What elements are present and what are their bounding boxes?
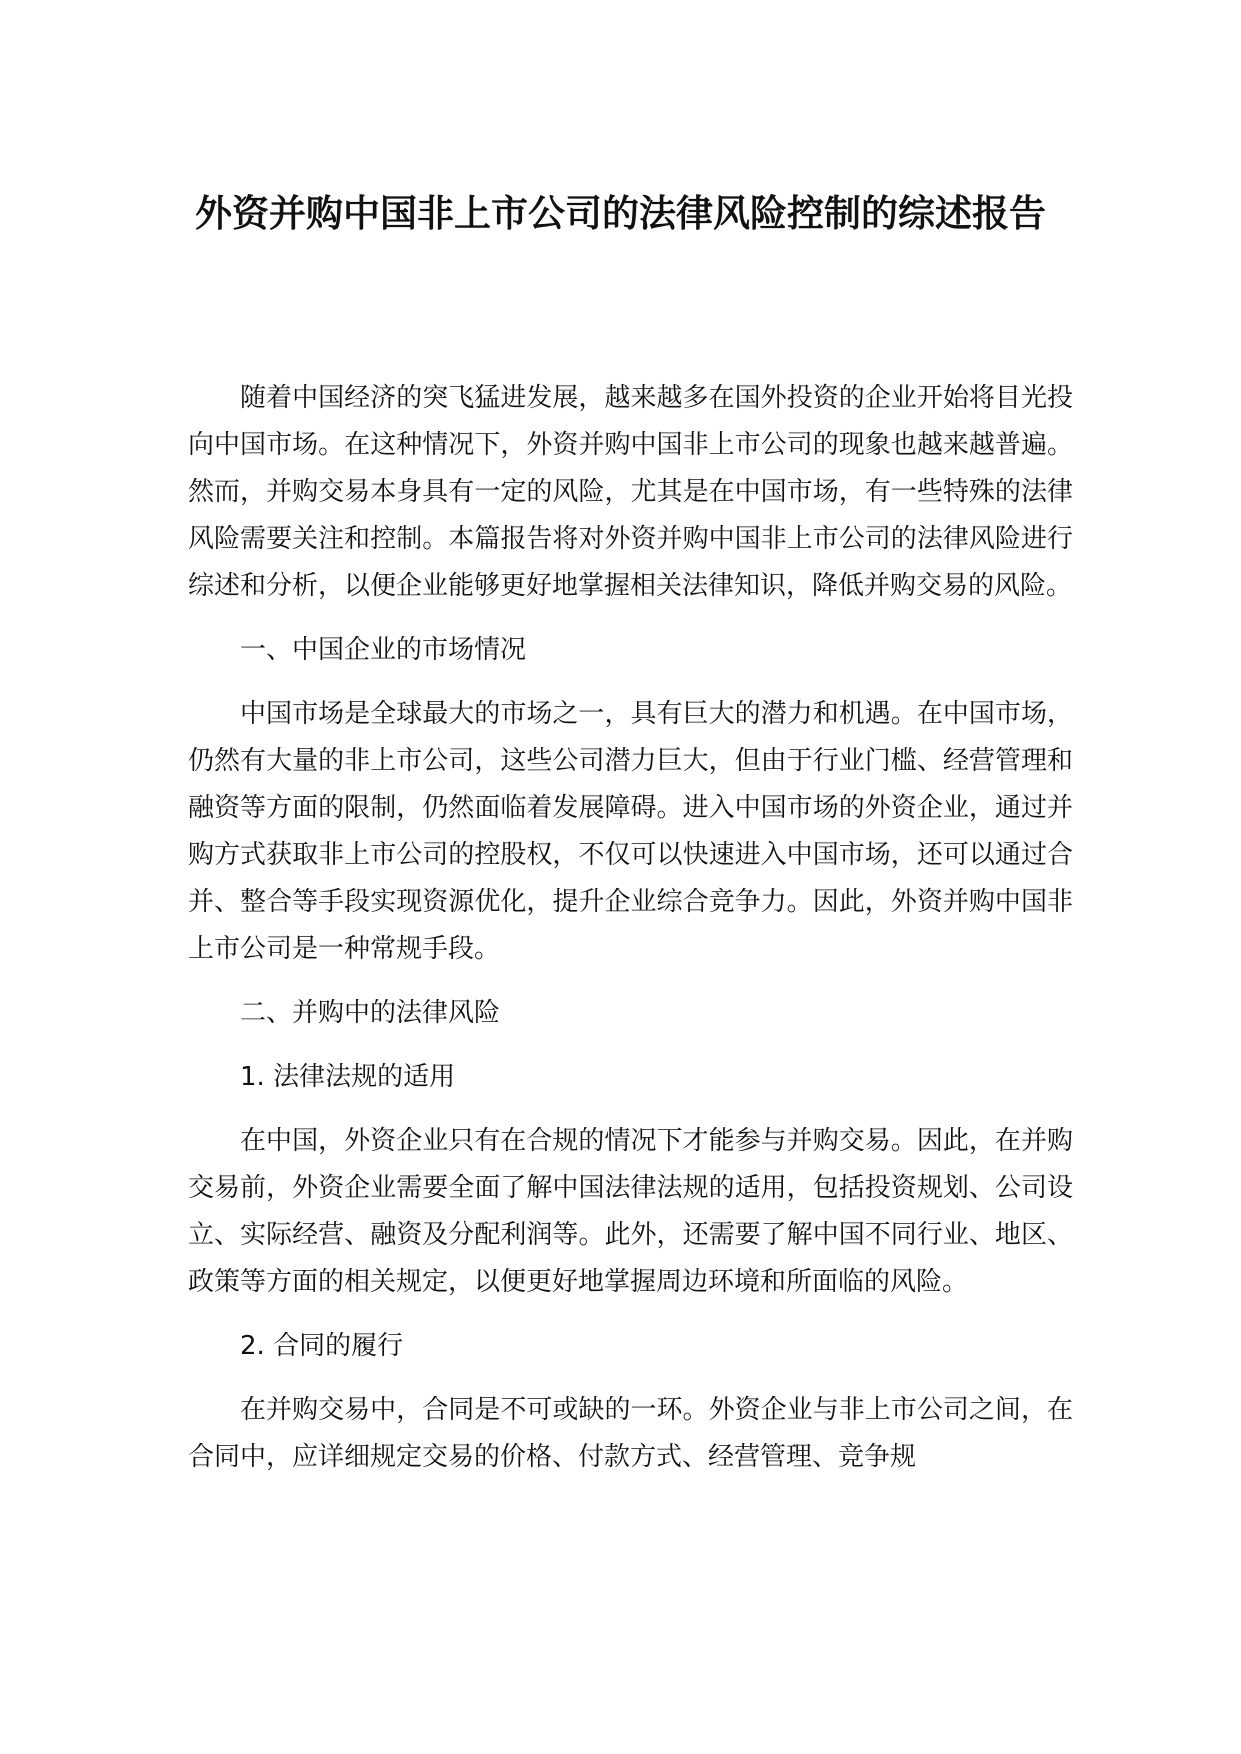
paragraph-laws: 在中国，外资企业只有在合规的情况下才能参与并购交易。因此，在并购交易前，外资企业需要全面了解中国法律法规的适用，包括投资规划、公司设立、实际经营、融资及分配利润等。此外，还需要了解中国不同行业、地区、政策等方面的相关规定，以便更好地掌握周边环境和所面临的风险。 xyxy=(188,1126,1073,1297)
paragraph-intro: 随着中国经济的突飞猛进发展，越来越多在国外投资的企业开始将目光投向中国市场。在这种情况下，外资并购中国非上市公司的现象也越来越普遍。然而，并购交易本身具有一定的风险，尤其是在中国市场，有一些特殊的法律风险需要关注和控制。本篇报告将对外资并购中国非上市公司的法律风险进行综述和分析，以便企业能够更好地掌握相关法律知识，降低并购交易的风险。 xyxy=(188,383,1073,601)
paragraph-market: 中国市场是全球最大的市场之一，具有巨大的潜力和机遇。在中国市场，仍然有大量的非上市公司，这些公司潜力巨大，但由于行业门槛、经营管理和融资等方面的限制，仍然面临着发展障碍。进入中国市场的外资企业，通过并购方式获取非上市公司的控股权，不仅可以快速进入中国市场，还可以通过合并、整合等手段实现资源优化，提升企业综合竞争力。因此，外资并购中国非上市公司是一种常规手段。 xyxy=(188,699,1073,964)
subsection-heading-contract: 2. 合同的履行 xyxy=(240,1331,404,1361)
section-heading-market: 一、中国企业的市场情况 xyxy=(240,635,527,665)
subsection-heading-laws: 1. 法律法规的适用 xyxy=(240,1062,456,1092)
document-title: 外资并购中国非上市公司的法律风险控制的综述报告 xyxy=(195,192,1046,235)
paragraph-contract: 在并购交易中，合同是不可或缺的一环。外资企业与非上市公司之间，在合同中，应详细规定交易的价格、付款方式、经营管理、竞争规 xyxy=(188,1395,1073,1472)
section-heading-legal-risks: 二、并购中的法律风险 xyxy=(240,998,501,1028)
document-body xyxy=(188,375,1073,1498)
